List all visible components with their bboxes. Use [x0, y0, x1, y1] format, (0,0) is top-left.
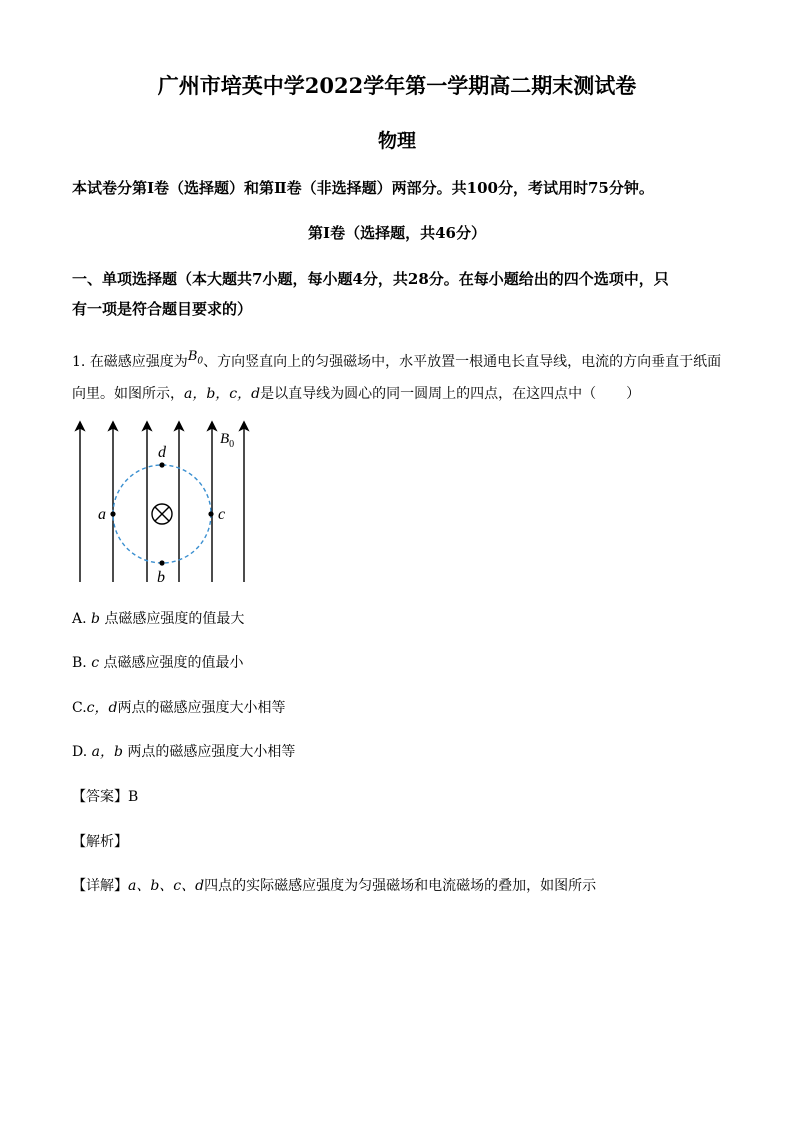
point-b-dot [159, 560, 164, 565]
label-a: a [98, 506, 106, 523]
magnetic-field-figure [60, 418, 260, 588]
detail-line [72, 875, 596, 895]
question-text-part: 是以直导线为圆心的同一圆周上的四点，在这四点中（ [260, 386, 597, 402]
field-symbol: $B_0$ [187, 349, 204, 367]
option-d: D. a，b 两点的磁感应强度大小相等 [72, 744, 296, 760]
part-heading: 第Ⅰ卷（选择题，共46分） [308, 224, 486, 242]
answer-line [72, 786, 138, 806]
section-heading-line2: 有一项是符合题目要求的） [72, 300, 253, 318]
option-b: B. c 点磁感应强度的值最小 [72, 655, 244, 671]
field-label: $B_0$ [220, 431, 235, 450]
detail-label: 【详解】 [72, 878, 128, 894]
question-text-part: 向里。如图所示， [72, 386, 184, 402]
answer-value: B [128, 789, 139, 805]
option-c: C.c，d两点的磁感应强度大小相等 [72, 700, 286, 716]
question-text-part: 在磁感应强度为 [89, 354, 188, 370]
point-a-dot [110, 511, 115, 516]
option-a: A. b 点磁感应强度的值最大 [72, 611, 245, 627]
question-text-line1 [72, 351, 721, 373]
point-c-dot [208, 511, 213, 516]
section-heading-line1: 一、单项选择题（本大题共7小题，每小题4分，共28分。在每小题给出的四个选项中，只 [72, 270, 669, 288]
exam-intro: 本试卷分第Ⅰ卷（选择题）和第Ⅱ卷（非选择题）两部分。共100分，考试用时75分钟。 [72, 179, 654, 197]
question-number: 1. [72, 354, 86, 370]
question-variables: a，b，c，d [184, 386, 261, 402]
label-c: c [218, 506, 226, 523]
question-bracket-close: ） [626, 386, 641, 402]
answer-label: 【答案】 [72, 789, 128, 805]
point-d-dot [159, 462, 164, 467]
exam-title: 广州市培英中学2022学年第一学期高二期末测试卷 [157, 73, 637, 98]
label-b: b [157, 569, 165, 586]
current-into-page-icon [152, 504, 172, 524]
subject-title: 物理 [377, 130, 416, 152]
label-d: d [158, 444, 166, 461]
detail-text: 四点的实际磁感应强度为匀强磁场和电流磁场的叠加，如图所示 [204, 878, 597, 894]
analysis-label: 【解析】 [72, 834, 128, 850]
question-text-line2 [72, 383, 640, 403]
question-text-part: 、方向竖直向上的匀强磁场中，水平放置一根通电长直导线，电流的方向垂直于纸面 [203, 354, 722, 370]
detail-variables: a、b、c、d [128, 878, 205, 894]
